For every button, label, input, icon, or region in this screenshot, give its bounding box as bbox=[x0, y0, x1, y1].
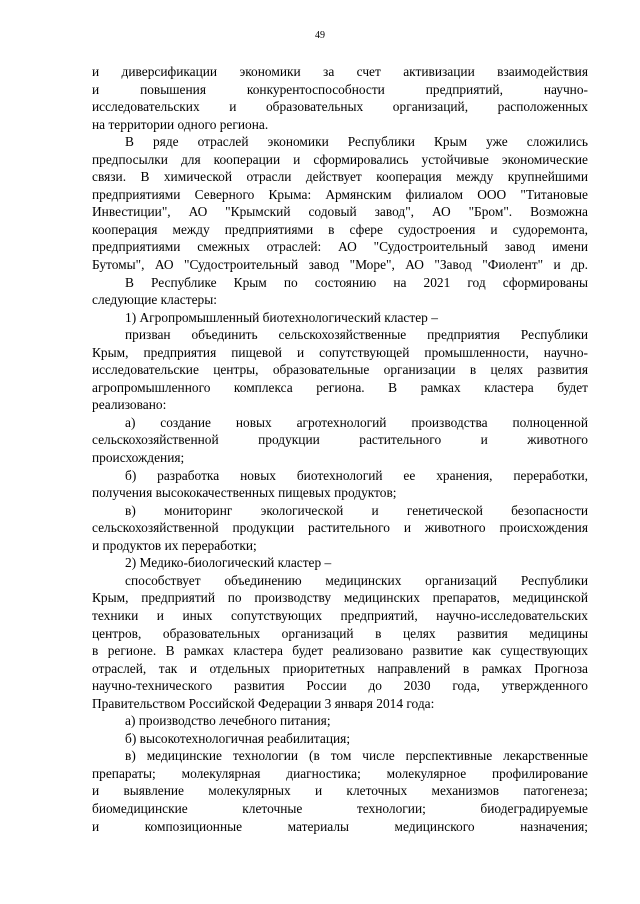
text-line: исследовательских и образовательных организаций, расположенных bbox=[92, 99, 588, 115]
text-line: и композиционные материалы медицинского назначения; bbox=[92, 818, 588, 834]
text-line: и продуктов их переработки; bbox=[92, 537, 257, 553]
text-line: научно-технического развития России до 2030 года, утвержденного bbox=[92, 678, 588, 694]
text-line: отраслей, так и отдельных приоритетных направлений в рамках Прогноза bbox=[92, 660, 588, 676]
text-line: происхождения; bbox=[92, 450, 185, 466]
text-line: Крым, предприятия пищевой и сопутствующей промышленности, научно- bbox=[92, 344, 588, 360]
text-line: и повышения конкурентоспособности предприятий, научно- bbox=[92, 81, 588, 97]
text-line: кооперация между предприятиями в сфере судостроения и судоремонта, bbox=[92, 221, 588, 237]
text-line: Инвестиции", АО "Крымский содовый завод", АО "Бром". Возможна bbox=[92, 204, 588, 220]
text-line: техники и иных сопутствующих предприятий, научно-исследовательских bbox=[92, 607, 588, 623]
text-line: В ряде отраслей экономики Республики Крым уже сложились bbox=[125, 134, 588, 150]
text-line: а) создание новых агротехнологий производства полноценной bbox=[125, 414, 588, 430]
text-line: агропромышленного комплекса региона. В рамках кластера будет bbox=[92, 379, 588, 395]
text-line: Правительством Российской Федерации 3 января 2014 года: bbox=[92, 695, 435, 711]
text-line: в регионе. В рамках кластера будет реализовано развитие как существующих bbox=[92, 643, 588, 659]
text-line: сельскохозяйственной продукции растительного и животного bbox=[92, 432, 588, 448]
document-body bbox=[92, 63, 588, 835]
text-line: Бутомы", АО "Судостроительный завод "Море", АО "Завод "Фиолент" и др. bbox=[92, 257, 588, 273]
text-line: б) разработка новых биотехнологий ее хранения, переработки, bbox=[125, 467, 588, 483]
text-line: 1) Агропромышленный биотехнологический кластер – bbox=[125, 309, 438, 325]
text-line: реализовано: bbox=[92, 397, 167, 413]
text-line: и диверсификации экономики за счет активизации взаимодействия bbox=[92, 64, 588, 79]
text-line: Крым, предприятий по производству медицинских препаратов, медицинской bbox=[92, 590, 588, 606]
text-line: на территории одного региона. bbox=[92, 116, 269, 132]
text-line: 2) Медико-биологический кластер – bbox=[125, 555, 332, 571]
text-line: получения высококачественных пищевых продуктов; bbox=[92, 485, 397, 501]
text-line: предприятиями Северного Крыма: Армянским филиалом ООО "Титановые bbox=[92, 186, 588, 202]
text-line: исследовательские центры, образовательные организации в целях развития bbox=[92, 362, 588, 378]
text-line: и выявление молекулярных и клеточных механизмов патогенеза; bbox=[92, 783, 588, 799]
text-line: в) мониторинг экологической и генетической безопасности bbox=[125, 502, 588, 518]
text-line: б) высокотехнологичная реабилитация; bbox=[125, 730, 351, 746]
text-line: биомедицинские клеточные технологии; биодеградируемые bbox=[92, 800, 588, 816]
text-line: препараты; молекулярная диагностика; молекулярное профилирование bbox=[92, 765, 588, 781]
text-line: предпосылки для кооперации и сформировались устойчивые экономические bbox=[92, 151, 588, 167]
text-line: следующие кластеры: bbox=[92, 292, 217, 308]
text-line: предприятиями смежных отраслей: АО "Судостроительный завод имени bbox=[92, 239, 588, 255]
text-line: призван объединить сельскохозяйственные предприятия Республики bbox=[125, 327, 588, 343]
text-line: в) медицинские технологии (в том числе перспективные лекарственные bbox=[125, 748, 588, 764]
text-line: а) производство лечебного питания; bbox=[125, 713, 331, 729]
page-number: 49 bbox=[315, 30, 325, 41]
text-line: В Республике Крым по состоянию на 2021 год сформированы bbox=[125, 274, 588, 290]
text-line: способствует объединению медицинских организаций Республики bbox=[125, 572, 588, 588]
text-line: сельскохозяйственной продукции растительного и животного происхождения bbox=[92, 520, 588, 536]
text-line: связи. В химической отрасли действует кооперация между крупнейшими bbox=[92, 169, 588, 185]
text-line: центров, образовательных организаций в целях развития медицины bbox=[92, 625, 588, 641]
